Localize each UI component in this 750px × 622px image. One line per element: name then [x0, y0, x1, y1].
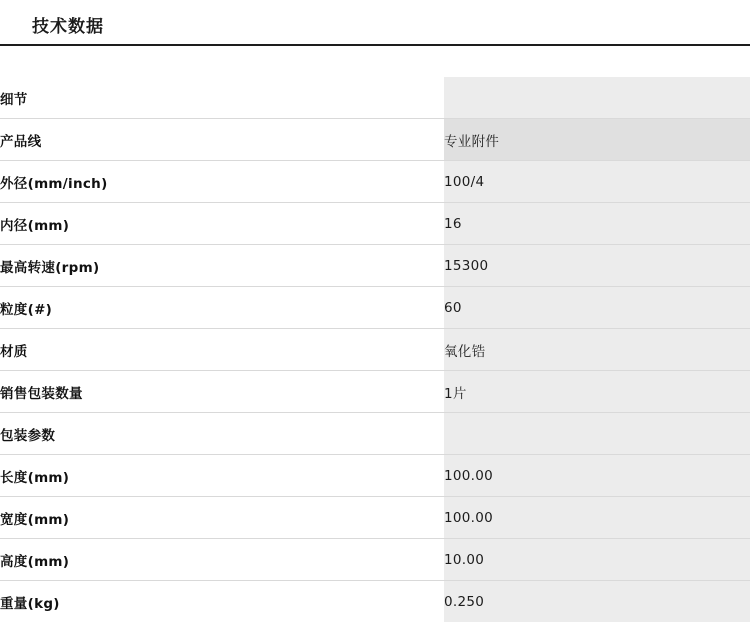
table-row — [0, 329, 750, 371]
row-value-width: 100.00 — [444, 497, 750, 539]
row-value-weight: 0.250 — [444, 581, 750, 622]
row-value-sales-pack-qty: 1片 — [444, 371, 750, 413]
table-row — [0, 371, 750, 413]
table-row — [0, 497, 750, 539]
table-row — [0, 455, 750, 497]
row-label-inner-diameter: 内径(mm) — [0, 203, 444, 245]
section-heading-packaging-value — [444, 413, 750, 455]
row-label-sales-pack-qty: 销售包装数量 — [0, 371, 444, 413]
technical-data-table — [0, 77, 750, 622]
row-label-grit: 粒度(#) — [0, 287, 444, 329]
page-title: 技术数据 — [32, 14, 750, 40]
row-value-inner-diameter: 16 — [444, 203, 750, 245]
table-row — [0, 161, 750, 203]
table-row — [0, 539, 750, 581]
table-row — [0, 581, 750, 622]
row-value-grit: 60 — [444, 287, 750, 329]
row-value-outer-diameter: 100/4 — [444, 161, 750, 203]
row-label-product-line: 产品线 — [0, 119, 444, 161]
table-row — [0, 203, 750, 245]
row-label-max-speed: 最高转速(rpm) — [0, 245, 444, 287]
row-label-height: 高度(mm) — [0, 539, 444, 581]
page-header — [0, 0, 750, 40]
section-heading-details-value — [444, 77, 750, 119]
table-row — [0, 119, 750, 161]
row-value-length: 100.00 — [444, 455, 750, 497]
row-value-height: 10.00 — [444, 539, 750, 581]
section-heading-packaging: 包装参数 — [0, 413, 444, 455]
row-value-max-speed: 15300 — [444, 245, 750, 287]
table-row — [0, 413, 750, 455]
row-label-weight: 重量(kg) — [0, 581, 444, 622]
row-label-material: 材质 — [0, 329, 444, 371]
title-divider — [0, 44, 750, 46]
table-row — [0, 77, 750, 119]
table-row — [0, 287, 750, 329]
section-heading-details: 细节 — [0, 77, 444, 119]
row-label-outer-diameter: 外径(mm/inch) — [0, 161, 444, 203]
row-label-length: 长度(mm) — [0, 455, 444, 497]
table-row — [0, 245, 750, 287]
row-value-product-line: 专业附件 — [444, 119, 750, 161]
row-value-material: 氧化锆 — [444, 329, 750, 371]
row-label-width: 宽度(mm) — [0, 497, 444, 539]
